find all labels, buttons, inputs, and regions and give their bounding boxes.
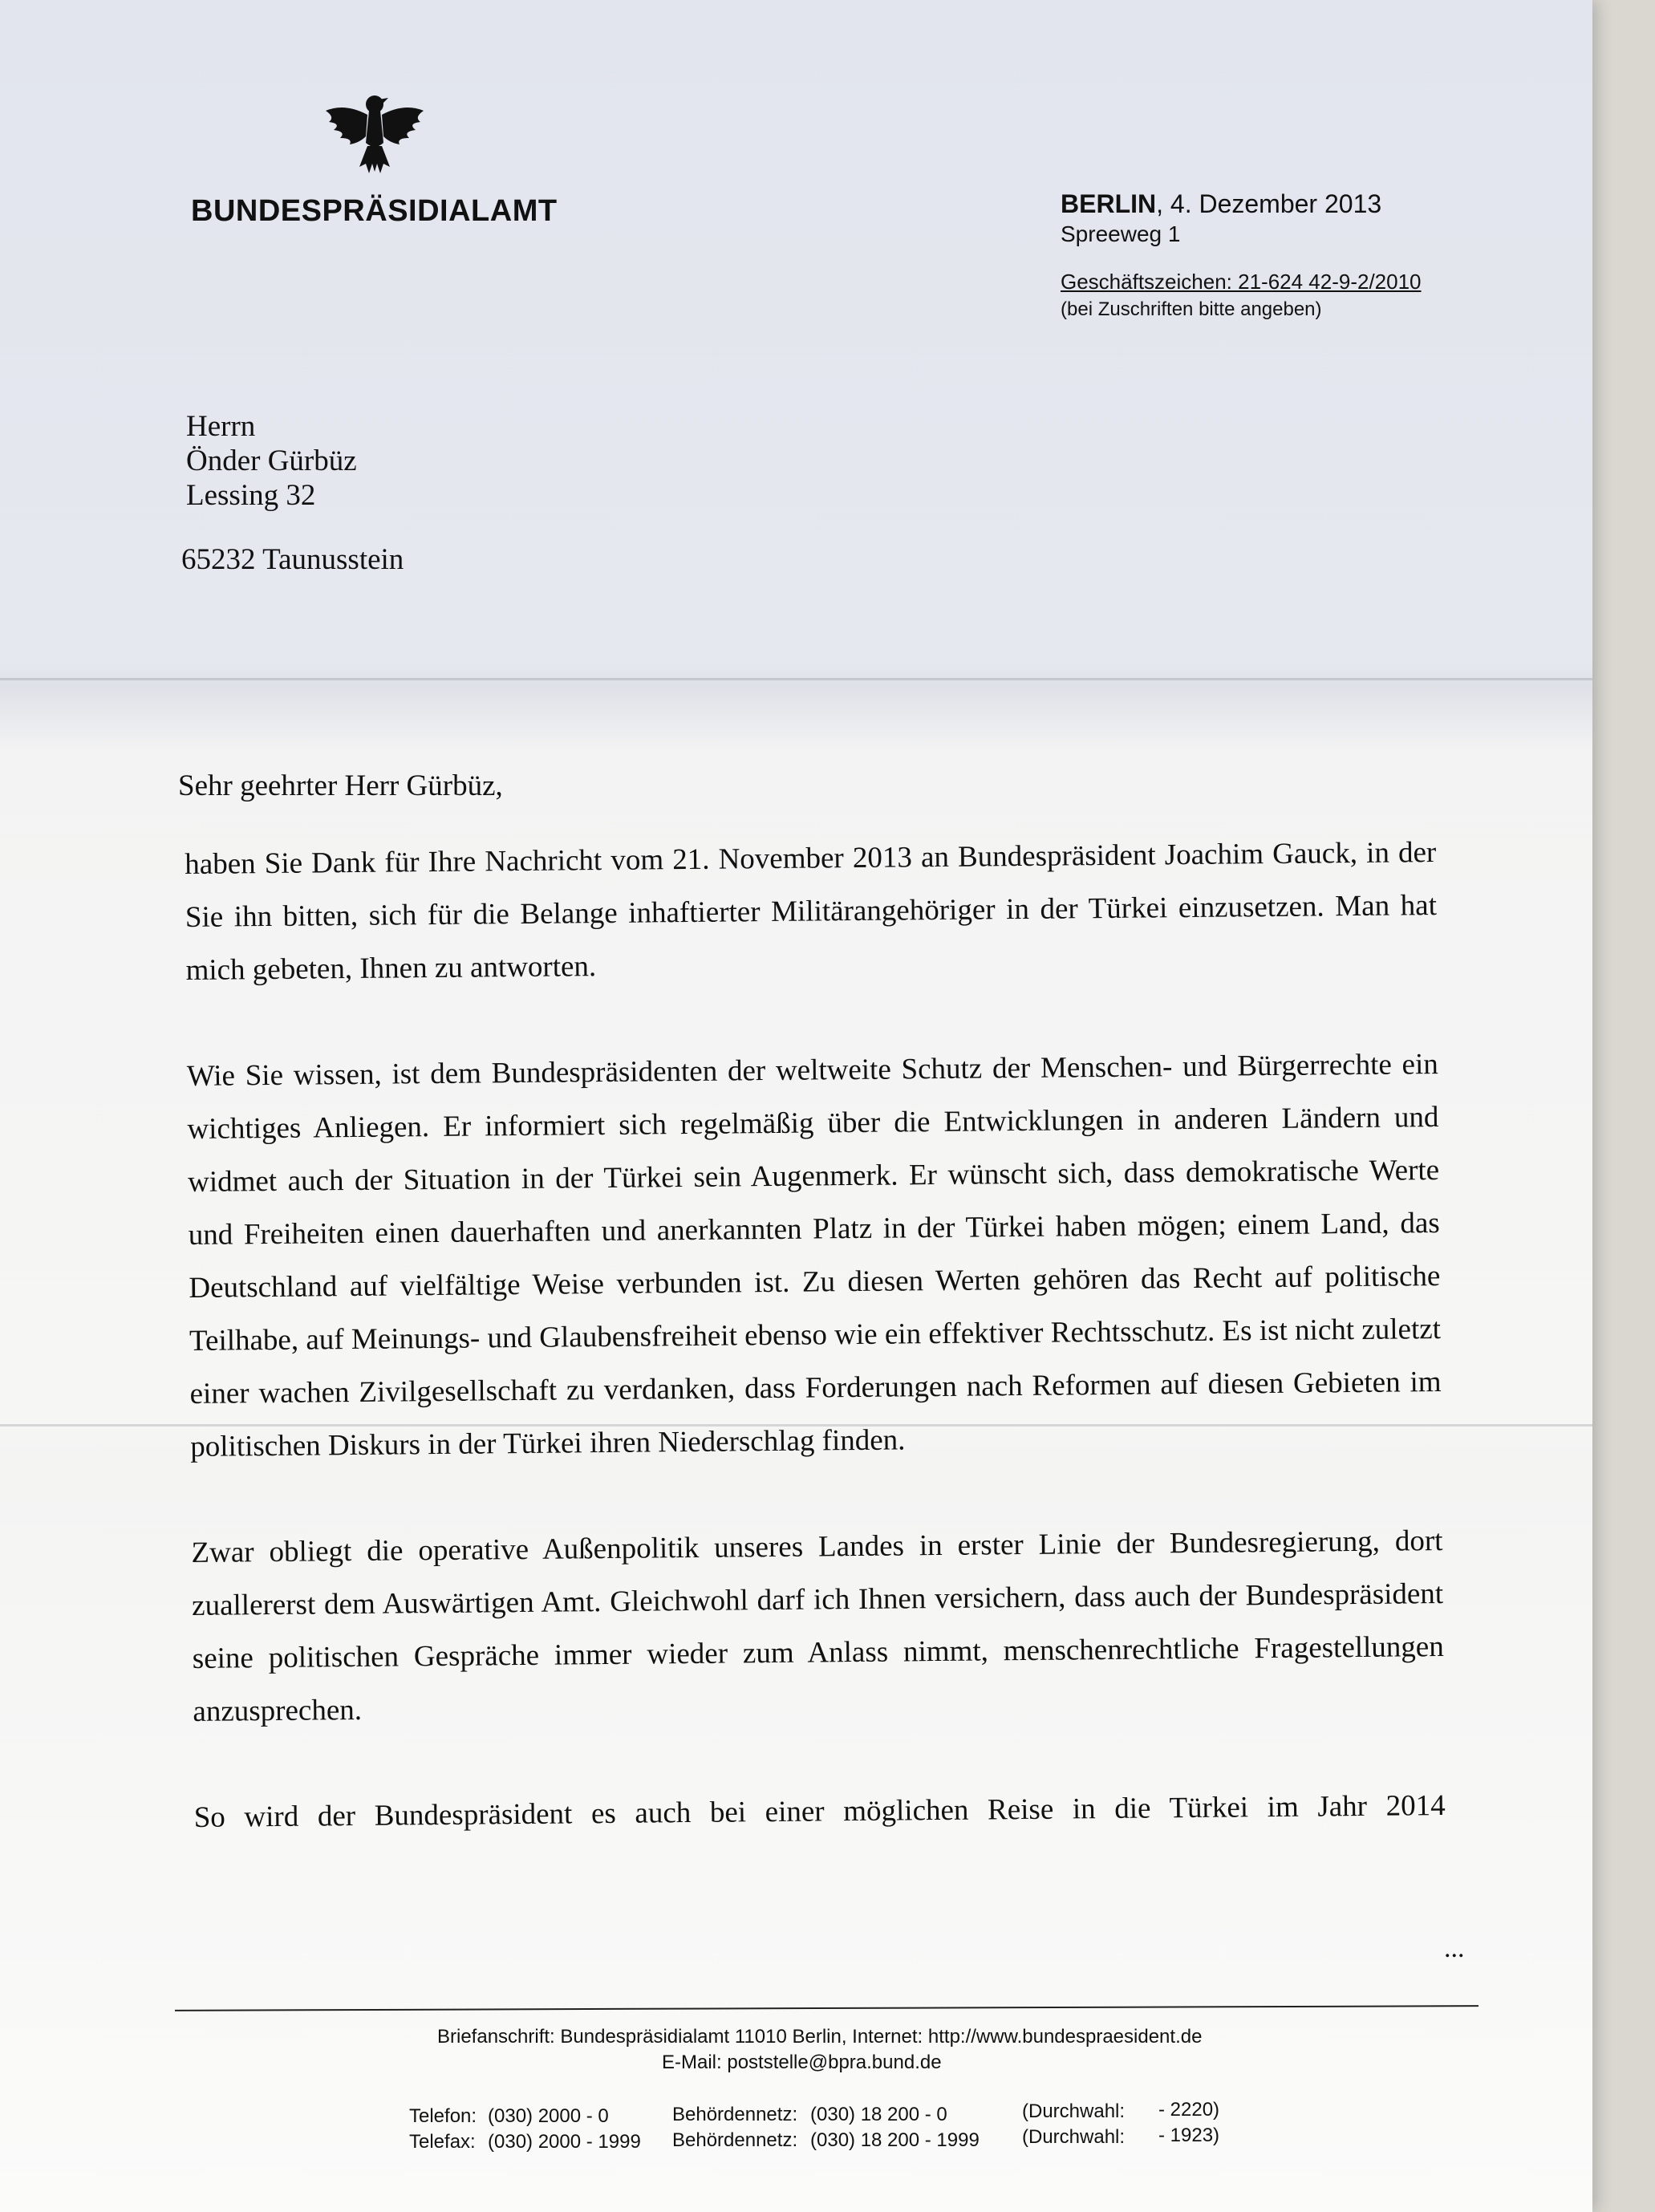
letter-body	[185, 826, 1446, 1845]
phone-number: (030) 2000 - 0	[488, 2105, 609, 2127]
net-phone-number: (030) 18 200 - 0	[810, 2104, 947, 2125]
paragraph: Wie Sie wissen, ist dem Bundespräsidenten der weltweite Schutz der Menschen- und Bürgerrechte ein wichtiges Anliegen. Er informiert sich regelmäßig über die Entwicklungen in anderen Ländern und widmet auch der Situation in der Türkei sein Augenmerk. Er wünscht sich, dass demokratische Werte und Freiheiten einen dauerhaften und anerkannten Platz in der Türkei haben mögen; einem Land, das Deutschland auf vielfältige Weise verbunden ist. Zu diesen Werten gehören das Recht auf politische Teilhabe, auf Meinungs- und Glaubensfreiheit ebenso wie ein effektiver Rechtsschutz. Es ist nicht zuletzt einer wachen Zivilgesellschaft zu verdanken, dass Forderungen nach Reformen auf diesen Gebieten im politischen Diskurs in der Türkei ihren Niederschlag finden.	[186, 1048, 1442, 1463]
reference-number: Geschäftszeichen: 21-624 42-9-2/2010	[1061, 270, 1422, 294]
recipient-city: 65232 Taunusstein	[181, 543, 404, 576]
footer-labels-col	[409, 2104, 477, 2155]
ext-fax-number: - 1923)	[1158, 2125, 1220, 2146]
ext-phone-label: (Durchwahl:	[1022, 2100, 1126, 2122]
continuation-mark: ...	[1444, 1934, 1465, 1963]
footer-net-labels-col	[672, 2102, 797, 2153]
recipient-title: Herrn	[186, 410, 256, 443]
sender-street: Spreeweg 1	[1061, 221, 1181, 246]
footer-net-col	[810, 2102, 980, 2153]
footer-phone-col	[488, 2104, 641, 2155]
reference-note: (bei Zuschriften bitte angeben)	[1061, 298, 1322, 320]
salutation: Sehr geehrter Herr Gürbüz,	[178, 769, 503, 802]
net-fax-number: (030) 18 200 - 1999	[810, 2129, 980, 2151]
net-fax-label: Behördennetz:	[672, 2129, 798, 2151]
organization-name: BUNDESPRÄSIDIALAMT	[191, 194, 558, 228]
footer-ext-labels-col	[1022, 2099, 1125, 2150]
city-name: BERLIN	[1061, 189, 1157, 218]
recipient-address	[186, 409, 357, 513]
federal-eagle-icon	[321, 87, 429, 175]
footer-ext-col	[1158, 2097, 1219, 2149]
paper-fold-upper	[0, 678, 1592, 680]
footer-email: E-Mail: poststelle@bpra.bund.de	[662, 2052, 942, 2073]
phone-label: Telefon:	[409, 2105, 477, 2127]
paragraph: Zwar obliegt die operative Außenpolitik unseres Landes in erster Linie der Bundesregierung, dort zuallererst dem Auswärtigen Amt. Gleichwohl darf ich Ihnen versichern, dass auch der Bundespräsident seine politischen Gespräche immer wieder zum Anlass nimmt, menschenrechtliche Fragestellungen anzusprechen.	[191, 1524, 1444, 1728]
footer-divider	[175, 2005, 1479, 2011]
ext-phone-number: - 2220)	[1158, 2099, 1220, 2121]
fax-label: Telefax:	[409, 2131, 476, 2153]
paragraph: So wird der Bundespräsident es auch bei einer möglichen Reise in die Türkei im Jahr 2014	[193, 1788, 1446, 1834]
letter-date: , 4. Dezember 2013	[1156, 189, 1382, 218]
recipient-name: Önder Gürbüz	[186, 444, 357, 477]
net-phone-label: Behördennetz:	[672, 2104, 798, 2125]
footer-address: Briefanschrift: Bundespräsidialamt 11010 Berlin, Internet: http://www.bundespraesident.de	[437, 2026, 1203, 2048]
recipient-street: Lessing 32	[186, 479, 316, 512]
paragraph: haben Sie Dank für Ihre Nachricht vom 21. November 2013 an Bundespräsident Joachim Gauck, in der Sie ihn bitten, sich für die Belange inhaftierter Militärangehöriger in der Türkei einzusetzen. Man hat mich gebeten, Ihnen zu antworten.	[185, 836, 1438, 987]
place-and-date	[1061, 189, 1381, 219]
fax-number: (030) 2000 - 1999	[488, 2131, 641, 2153]
ext-fax-label: (Durchwahl:	[1022, 2126, 1126, 2148]
